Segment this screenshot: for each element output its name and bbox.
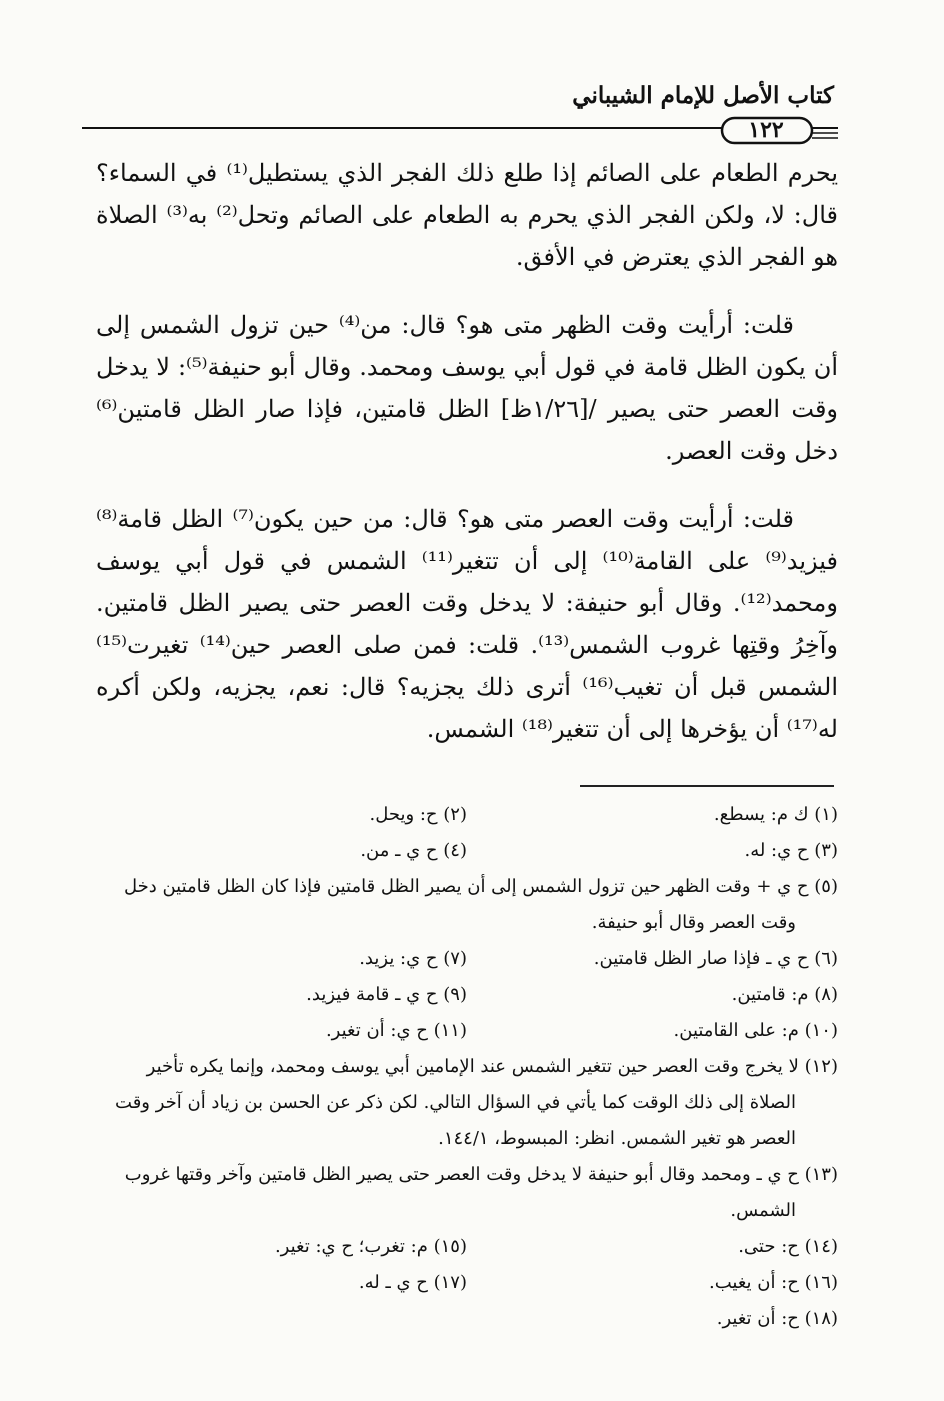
footnote-14: (١٤) ح: حتى.: [738, 1236, 838, 1257]
main-text: [96, 152, 838, 776]
footnote-3: (٣) ح ي: له.: [744, 840, 838, 861]
footnote-row: [96, 1265, 838, 1301]
footnote-1: (١) ك م: يسطع.: [713, 804, 838, 825]
footnote-15: (١٥) م: تغرب؛ ح ي: تغير.: [274, 1236, 467, 1257]
footnote-9: (٩) ح ي ـ قامة فيزيد.: [306, 984, 467, 1005]
footnote-17: (١٧) ح ي ـ له.: [358, 1272, 467, 1293]
footnote-row: [96, 941, 838, 977]
footnote-8: (٨) م: قامتين.: [731, 984, 838, 1005]
footnote-6: (٦) ح ي ـ فإذا صار الظل قامتين.: [593, 948, 838, 969]
footnote-11: (١١) ح ي: أن تغير.: [325, 1020, 467, 1041]
paragraph-2: قلت: أرأيت وقت الظهر متى هو؟ قال: من⁽⁴⁾ حين تزول الشمس إلى أن يكون الظل قامة في قول أبي يوسف ومحمد. وقال أبو حنيفة⁽⁵⁾: لا يدخل وقت العصر حتى يصير /[١/٢٦ظ] الظل قامتين، فإذا صار الظل قامتين⁽⁶⁾ دخل وقت العصر.: [96, 311, 838, 465]
footnote-row: [96, 833, 838, 869]
footnote-row: [96, 1229, 838, 1265]
footnote-5: (٥) ح ي + وقت الظهر حين تزول الشمس إلى أن يصير الظل قامتين فإذا كان الظل قامتين دخل وقت العصر وقال أبو حنيفة.: [123, 876, 838, 933]
footnote-13: (١٣) ح ي ـ ومحمد وقال أبو حنيفة لا يدخل وقت العصر حتى يصير الظل قامتين وآخر وقتها غروب الشمس.: [124, 1164, 838, 1221]
footnote-4: (٤) ح ي ـ من.: [360, 840, 467, 861]
footnote-16: (١٦) ح: أن يغيب.: [709, 1272, 838, 1293]
footnote-row: [96, 797, 838, 833]
paragraph-3: قلت: أرأيت وقت العصر متى هو؟ قال: من حين يكون⁽⁷⁾ الظل قامة⁽⁸⁾ فيزيد⁽⁹⁾ على القامة⁽¹⁰⁾ إلى أن تتغير⁽¹¹⁾ الشمس في قول أبي يوسف ومحمد⁽¹²⁾. وقال أبو حنيفة: لا يدخل وقت العصر حتى يصير الظل قامتين. وآخِرُ وقتِها غروب الشمس⁽¹³⁾. قلت: فمن صلى العصر حين⁽¹⁴⁾ تغيرت⁽¹⁵⁾ الشمس قبل أن تغيب⁽¹⁶⁾ أترى ذلك يجزيه؟ قال: نعم، يجزيه، ولكن أكره له⁽¹⁷⁾ أن يؤخرها إلى أن تتغير⁽¹⁸⁾ الشمس.: [96, 505, 838, 743]
page-number: ١٢٢: [748, 117, 784, 143]
footnote-10: (١٠) م: على القامتين.: [673, 1020, 838, 1041]
footnote-row: [96, 1301, 838, 1337]
footnote-row: [96, 1013, 838, 1049]
paragraph-1: يحرم الطعام على الصائم إذا طلع ذلك الفجر الذي يستطيل⁽¹⁾ في السماء؟ قال: لا، ولكن الفجر الذي يحرم به الطعام على الصائم وتحل⁽²⁾ به⁽³⁾ الصلاة هو الفجر الذي يعترض في الأفق.: [96, 159, 839, 271]
footnotes: [96, 797, 838, 1337]
footnote-18: (١٨) ح: أن تغير.: [716, 1308, 838, 1329]
footnote-row: [96, 977, 838, 1013]
running-title: كتاب الأصل للإمام الشيباني: [572, 82, 834, 109]
footnote-separator: [580, 785, 834, 787]
footnote-12: (١٢) لا يخرج وقت العصر حين تتغير الشمس عند الإمامين أبي يوسف ومحمد، وإنما يكره تأخير الصلاة إلى ذلك الوقت كما يأتي في السؤال التالي. لكن ذكر عن الحسن بن زياد أن آخر وقت العصر هو تغير الشمس. انظر: المبسوط، ١٤٤/١.: [115, 1056, 838, 1149]
footnote-2: (٢) ح: ويحل.: [369, 804, 467, 825]
footnote-7: (٧) ح ي: يزيد.: [359, 948, 467, 969]
